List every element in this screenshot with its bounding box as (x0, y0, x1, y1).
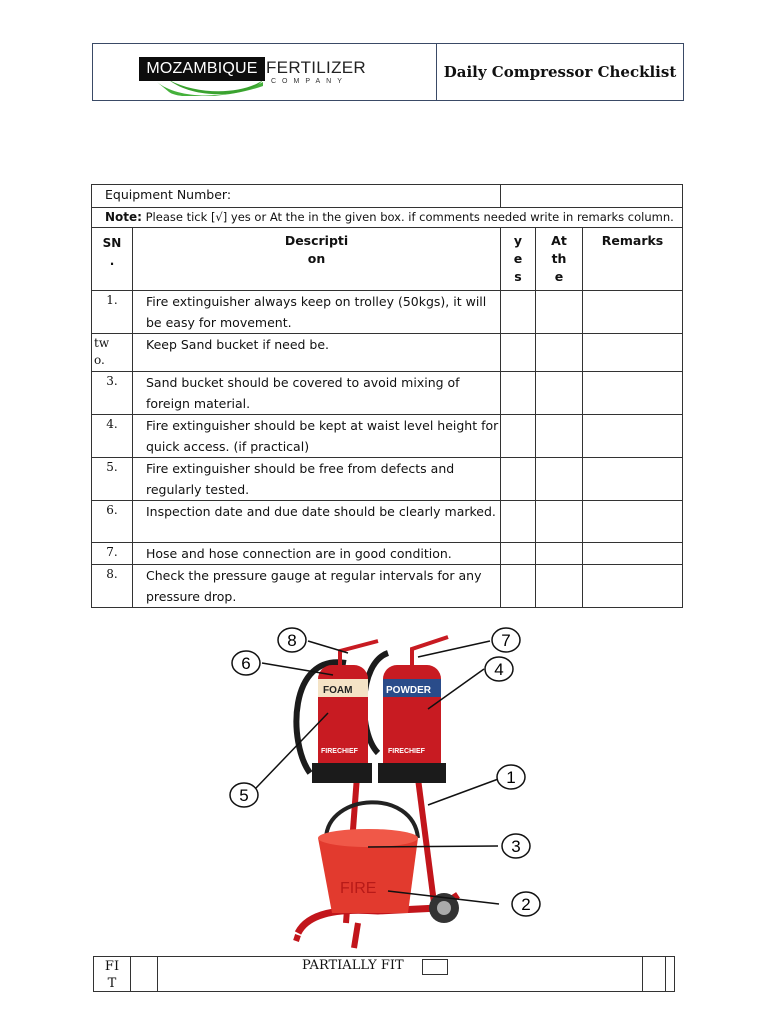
brand-left: FIRECHIEF (321, 748, 358, 755)
document-title: Daily Compressor Checklist (443, 63, 677, 81)
yes-checkbox-cell[interactable] (501, 565, 536, 608)
remarks-cell[interactable] (583, 543, 683, 565)
logo-word-mozambique: MOZAMBIQUE (139, 57, 265, 81)
header-sn: SN . (92, 228, 133, 291)
row-sn: 7. (92, 543, 133, 565)
row-description: Sand bucket should be covered to avoid mixing of foreign material. (133, 372, 501, 415)
at-the-checkbox-cell[interactable] (536, 291, 583, 334)
fit-checkbox[interactable] (131, 957, 158, 991)
partially-fit-cell (158, 957, 643, 991)
yes-checkbox-cell[interactable] (501, 458, 536, 501)
row-sn: 5. (92, 458, 133, 501)
row-description: Fire extinguisher should be free from defects and regularly tested. (133, 458, 501, 501)
footer-blank-cell[interactable] (643, 957, 666, 991)
table-row (92, 501, 683, 543)
callout-3: 3 (511, 837, 521, 856)
header-at-the: At th e (536, 228, 583, 291)
logo-word-fertilizer: FERTILIZER (266, 58, 366, 77)
table-row (92, 543, 683, 565)
company-logo (139, 54, 369, 96)
header-row (92, 228, 683, 291)
yes-checkbox-cell[interactable] (501, 543, 536, 565)
row-sn: 3. (92, 372, 133, 415)
yes-checkbox-cell[interactable] (501, 291, 536, 334)
row-description: Inspection date and due date should be clearly marked. (133, 501, 501, 543)
logo-word-company: COMPANY (271, 78, 348, 85)
yes-checkbox-cell[interactable] (501, 415, 536, 458)
logo-cell (93, 44, 437, 100)
callout-4: 4 (494, 660, 504, 679)
equipment-number-field[interactable] (501, 185, 683, 208)
row-description: Fire extinguisher always keep on trolley (50kgs), it will be easy for movement. (133, 291, 501, 334)
table-row (92, 458, 683, 501)
row-description: Fire extinguisher should be kept at waist level height for quick access. (if practical) (133, 415, 501, 458)
callout-2: 2 (521, 895, 531, 914)
callout-7: 7 (501, 631, 511, 650)
callout-6: 6 (241, 654, 251, 673)
trolley-diagram (228, 623, 558, 953)
brand-right: FIRECHIEF (388, 748, 425, 755)
row-sn: 8. (92, 565, 133, 608)
row-sn: tw o. (92, 334, 133, 372)
note-text: Please tick [√] yes or At the in the given box. if comments needed write in remarks column. (141, 210, 674, 224)
header-remarks: Remarks (583, 228, 683, 291)
table-row (92, 334, 683, 372)
remarks-cell[interactable] (583, 372, 683, 415)
foam-label: FOAM (323, 685, 353, 696)
header-description: Descripti on (133, 228, 501, 291)
callout-1: 1 (506, 768, 516, 787)
remarks-cell[interactable] (583, 501, 683, 543)
title-cell (437, 44, 683, 100)
header-yes: y e s (501, 228, 536, 291)
remarks-cell[interactable] (583, 565, 683, 608)
row-sn: 1. (92, 291, 133, 334)
fire-extinguisher-trolley-illustration (228, 623, 558, 953)
callout-8: 8 (287, 631, 297, 650)
partially-fit-checkbox[interactable] (422, 959, 448, 975)
at-the-checkbox-cell[interactable] (536, 501, 583, 543)
remarks-cell[interactable] (583, 415, 683, 458)
callout-5: 5 (239, 786, 249, 805)
note-row (92, 208, 683, 228)
at-the-checkbox-cell[interactable] (536, 372, 583, 415)
table-row (92, 565, 683, 608)
footer-edge-cell (666, 957, 674, 991)
document-header (92, 43, 684, 101)
table-row (92, 291, 683, 334)
at-the-checkbox-cell[interactable] (536, 543, 583, 565)
equipment-label: Equipment Number: (92, 185, 501, 208)
fit-label: FI T (94, 957, 131, 991)
table-row (92, 372, 683, 415)
remarks-cell[interactable] (583, 291, 683, 334)
remarks-cell[interactable] (583, 458, 683, 501)
at-the-checkbox-cell[interactable] (536, 458, 583, 501)
row-description: Keep Sand bucket if need be. (133, 334, 501, 372)
sand-bucket (318, 829, 418, 913)
partially-fit-label: PARTIALLY FIT (302, 958, 404, 973)
note-bold: Note: (105, 210, 142, 224)
checklist-table (91, 184, 683, 608)
note-cell (92, 208, 683, 228)
row-sn: 6. (92, 501, 133, 543)
bucket-text: FIRE (340, 880, 377, 897)
row-description: Hose and hose connection are in good condition. (133, 543, 501, 565)
table-row (92, 415, 683, 458)
yes-checkbox-cell[interactable] (501, 372, 536, 415)
yes-checkbox-cell[interactable] (501, 334, 536, 372)
at-the-checkbox-cell[interactable] (536, 334, 583, 372)
equipment-row (92, 185, 683, 208)
at-the-checkbox-cell[interactable] (536, 565, 583, 608)
at-the-checkbox-cell[interactable] (536, 415, 583, 458)
powder-label: POWDER (386, 685, 431, 696)
yes-checkbox-cell[interactable] (501, 501, 536, 543)
fitness-footer (93, 956, 675, 992)
row-sn: 4. (92, 415, 133, 458)
row-description: Check the pressure gauge at regular intervals for any pressure drop. (133, 565, 501, 608)
remarks-cell[interactable] (583, 334, 683, 372)
powder-extinguisher (378, 637, 448, 783)
